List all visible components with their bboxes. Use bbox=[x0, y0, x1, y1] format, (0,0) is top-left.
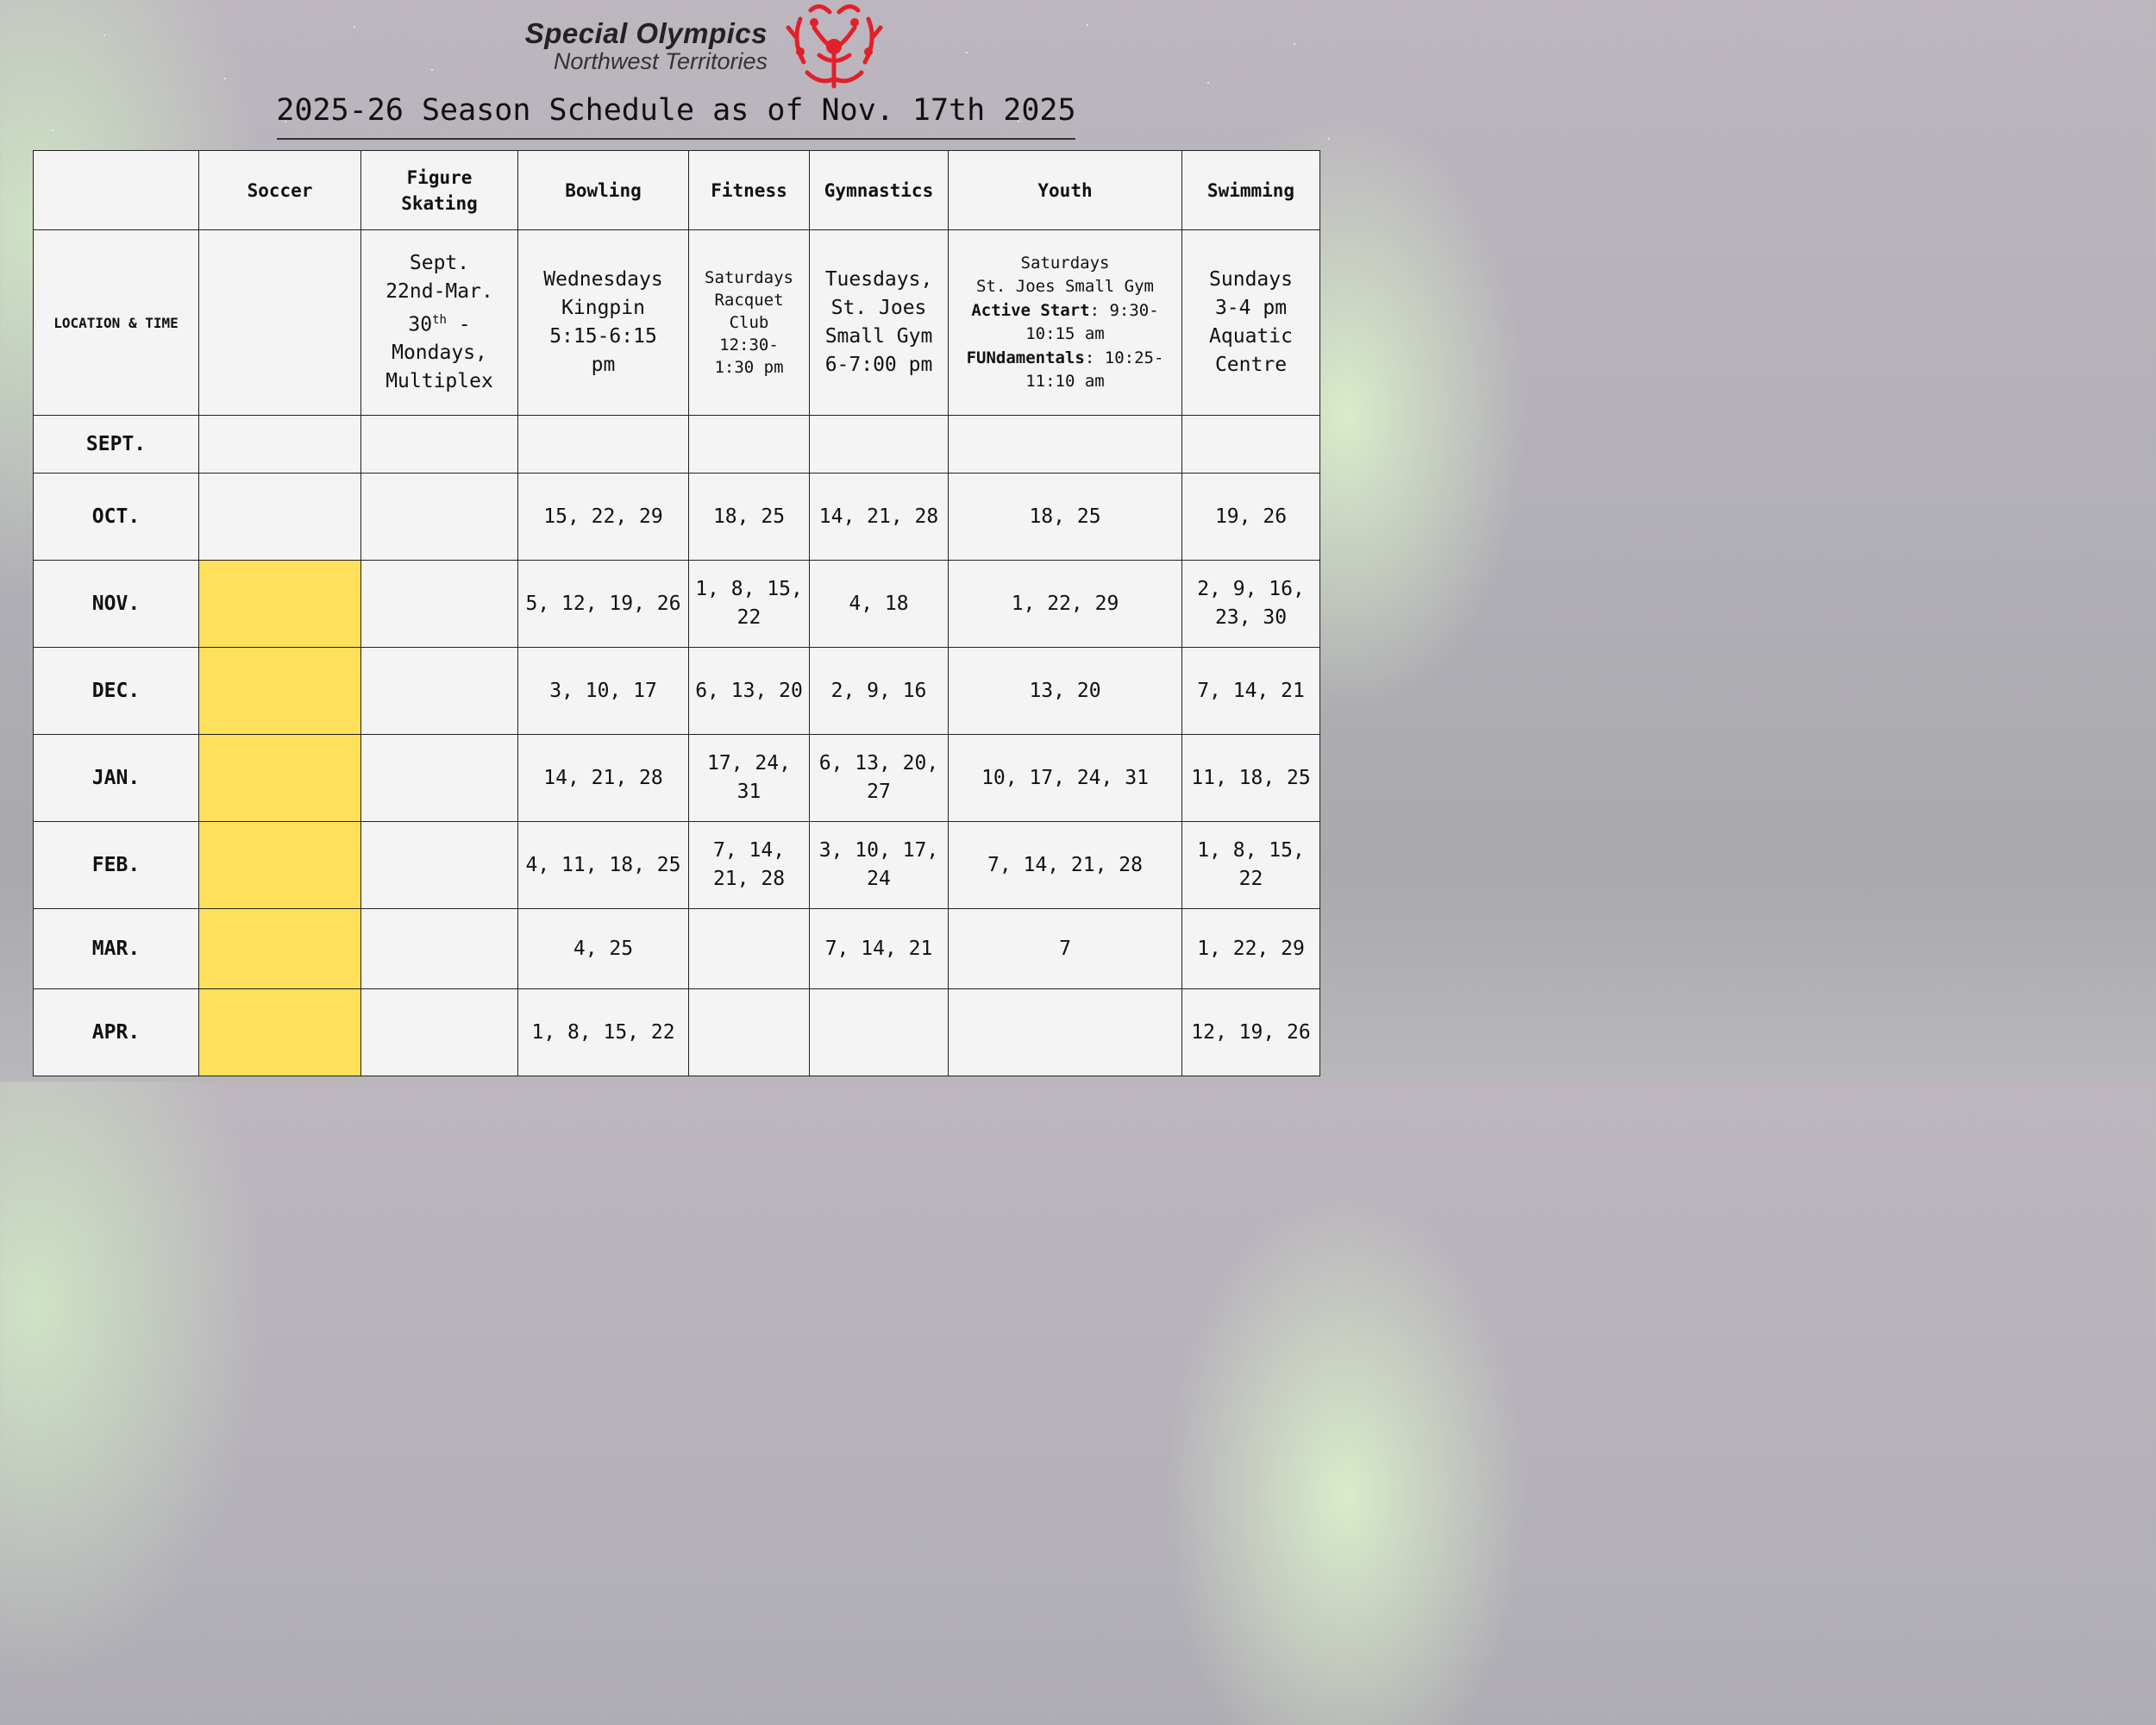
cell-soccer bbox=[199, 474, 361, 561]
month-row bbox=[34, 909, 1320, 989]
cell-fitness: 17, 24, 31 bbox=[689, 735, 810, 822]
cell-youth: 7, 14, 21, 28 bbox=[949, 822, 1182, 909]
cell-figure-skating bbox=[361, 909, 518, 989]
cell-figure-skating bbox=[361, 416, 518, 474]
month-label: SEPT. bbox=[34, 416, 199, 474]
special-olympics-logo-icon bbox=[785, 2, 884, 97]
cell-gymnastics: 14, 21, 28 bbox=[810, 474, 949, 561]
cell-figure-skating bbox=[361, 822, 518, 909]
month-label: DEC. bbox=[34, 648, 199, 735]
column-header-figure-skating: Figure Skating bbox=[361, 151, 518, 230]
cell-gymnastics bbox=[810, 416, 949, 474]
month-label: MAR. bbox=[34, 909, 199, 989]
cell-swimming: 1, 22, 29 bbox=[1182, 909, 1320, 989]
title-underline bbox=[277, 138, 1075, 140]
month-label: JAN. bbox=[34, 735, 199, 822]
location-swimming: Sundays 3-4 pm Aquatic Centre bbox=[1182, 230, 1320, 416]
cell-fitness: 1, 8, 15, 22 bbox=[689, 561, 810, 648]
cell-soccer bbox=[199, 989, 361, 1076]
cell-gymnastics: 4, 18 bbox=[810, 561, 949, 648]
cell-bowling: 5, 12, 19, 26 bbox=[518, 561, 689, 648]
month-label: APR. bbox=[34, 989, 199, 1076]
cell-gymnastics: 2, 9, 16 bbox=[810, 648, 949, 735]
cell-youth: 18, 25 bbox=[949, 474, 1182, 561]
cell-gymnastics bbox=[810, 989, 949, 1076]
column-header-gymnastics: Gymnastics bbox=[810, 151, 949, 230]
location-figure-skating: Sept. 22nd-Mar. 30th - Mondays, Multiplex bbox=[361, 230, 518, 416]
cell-figure-skating bbox=[361, 989, 518, 1076]
cell-swimming: 7, 14, 21 bbox=[1182, 648, 1320, 735]
cell-bowling: 4, 25 bbox=[518, 909, 689, 989]
cell-fitness: 6, 13, 20 bbox=[689, 648, 810, 735]
column-header-fitness: Fitness bbox=[689, 151, 810, 230]
cell-swimming: 19, 26 bbox=[1182, 474, 1320, 561]
cell-soccer bbox=[199, 561, 361, 648]
month-row bbox=[34, 989, 1320, 1076]
cell-fitness bbox=[689, 909, 810, 989]
cell-bowling: 3, 10, 17 bbox=[518, 648, 689, 735]
location-bowling: Wednesdays Kingpin 5:15-6:15 pm bbox=[518, 230, 689, 416]
cell-bowling: 15, 22, 29 bbox=[518, 474, 689, 561]
page-title: 2025-26 Season Schedule as of Nov. 17th 2025 bbox=[276, 93, 1076, 128]
cell-soccer bbox=[199, 648, 361, 735]
month-row bbox=[34, 648, 1320, 735]
logo-text bbox=[525, 19, 768, 74]
header-row bbox=[34, 151, 1320, 230]
cell-youth bbox=[949, 989, 1182, 1076]
cell-figure-skating bbox=[361, 561, 518, 648]
month-row bbox=[34, 822, 1320, 909]
cell-gymnastics: 7, 14, 21 bbox=[810, 909, 949, 989]
location-fitness: Saturdays Racquet Club 12:30- 1:30 pm bbox=[689, 230, 810, 416]
cell-fitness: 7, 14, 21, 28 bbox=[689, 822, 810, 909]
cell-swimming: 1, 8, 15, 22 bbox=[1182, 822, 1320, 909]
cell-bowling: 14, 21, 28 bbox=[518, 735, 689, 822]
month-row bbox=[34, 561, 1320, 648]
corner-cell bbox=[34, 151, 199, 230]
header bbox=[0, 0, 1352, 147]
cell-youth: 10, 17, 24, 31 bbox=[949, 735, 1182, 822]
location-time-row bbox=[34, 230, 1320, 416]
month-label: OCT. bbox=[34, 474, 199, 561]
logo-line1: Special Olympics bbox=[524, 17, 768, 49]
cell-gymnastics: 6, 13, 20, 27 bbox=[810, 735, 949, 822]
cell-figure-skating bbox=[361, 735, 518, 822]
cell-bowling: 1, 8, 15, 22 bbox=[518, 989, 689, 1076]
location-soccer bbox=[199, 230, 361, 416]
month-row bbox=[34, 735, 1320, 822]
location-time-label: LOCATION & TIME bbox=[34, 230, 199, 416]
column-header-swimming: Swimming bbox=[1182, 151, 1320, 230]
month-label: NOV. bbox=[34, 561, 199, 648]
cell-gymnastics: 3, 10, 17, 24 bbox=[810, 822, 949, 909]
cell-soccer bbox=[199, 909, 361, 989]
column-header-soccer: Soccer bbox=[199, 151, 361, 230]
cell-figure-skating bbox=[361, 474, 518, 561]
cell-fitness bbox=[689, 416, 810, 474]
column-header-bowling: Bowling bbox=[518, 151, 689, 230]
cell-bowling: 4, 11, 18, 25 bbox=[518, 822, 689, 909]
location-gymnastics: Tuesdays, St. Joes Small Gym 6-7:00 pm bbox=[810, 230, 949, 416]
cell-swimming: 12, 19, 26 bbox=[1182, 989, 1320, 1076]
month-label: FEB. bbox=[34, 822, 199, 909]
cell-swimming: 11, 18, 25 bbox=[1182, 735, 1320, 822]
cell-figure-skating bbox=[361, 648, 518, 735]
cell-fitness: 18, 25 bbox=[689, 474, 810, 561]
location-youth: Saturdays St. Joes Small Gym Active Start: 9:30- 10:15 am FUNdamentals: 10:25- 11:10 am bbox=[949, 230, 1182, 416]
month-row bbox=[34, 416, 1320, 474]
cell-soccer bbox=[199, 822, 361, 909]
cell-soccer bbox=[199, 416, 361, 474]
cell-bowling bbox=[518, 416, 689, 474]
cell-youth: 1, 22, 29 bbox=[949, 561, 1182, 648]
cell-fitness bbox=[689, 989, 810, 1076]
cell-youth: 7 bbox=[949, 909, 1182, 989]
logo-line2: Northwest Territories bbox=[553, 48, 768, 74]
column-header-youth: Youth bbox=[949, 151, 1182, 230]
cell-swimming: 2, 9, 16, 23, 30 bbox=[1182, 561, 1320, 648]
cell-swimming bbox=[1182, 416, 1320, 474]
month-row bbox=[34, 474, 1320, 561]
schedule-table bbox=[33, 150, 1320, 1076]
cell-youth: 13, 20 bbox=[949, 648, 1182, 735]
cell-soccer bbox=[199, 735, 361, 822]
cell-youth bbox=[949, 416, 1182, 474]
